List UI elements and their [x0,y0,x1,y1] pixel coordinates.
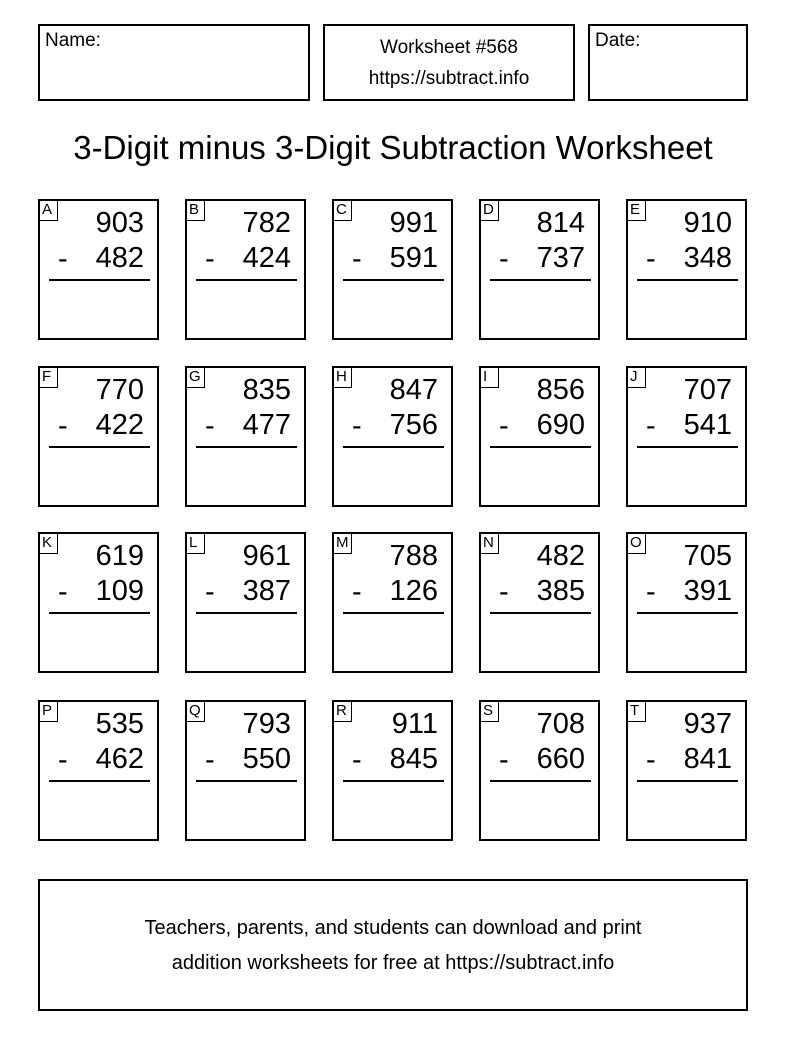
problem-subtrahend: 841 [683,743,732,775]
minus-sign: - [205,744,215,776]
problem-letter: K [38,532,58,554]
problem-minuend: 903 [95,207,144,239]
problem-subtrahend: 422 [95,409,144,441]
answer-line [490,279,591,281]
footer-line-1: Teachers, parents, and students can download and print [144,917,642,939]
minus-sign: - [58,576,68,608]
problem-letter: T [626,700,646,722]
problem-subtrahend: 737 [536,242,585,274]
problem-letter: M [332,532,352,554]
minus-sign: - [205,410,215,442]
problem-subtrahend: 348 [683,242,732,274]
problem-minuend: 835 [242,374,291,406]
problem-cell [479,366,600,507]
minus-sign: - [646,576,656,608]
name-box [38,24,310,101]
problem-cell [185,700,306,841]
minus-sign: - [58,243,68,275]
problem-letter: P [38,700,58,722]
problem-minuend: 937 [683,708,732,740]
problem-minuend: 793 [242,708,291,740]
worksheet-number: Worksheet #568 [379,37,518,58]
answer-line [49,612,150,614]
problem-minuend: 788 [389,540,438,572]
problem-cell [479,700,600,841]
problem-cell [38,366,159,507]
minus-sign: - [205,243,215,275]
problem-subtrahend: 385 [536,575,585,607]
answer-line [343,446,444,448]
problem-cell [332,199,453,340]
problem-subtrahend: 660 [536,743,585,775]
problem-minuend: 482 [536,540,585,572]
problem-letter: S [479,700,499,722]
minus-sign: - [352,243,362,275]
answer-line [637,446,738,448]
problem-cell [626,199,747,340]
problem-cell [332,366,453,507]
problem-letter: A [38,199,58,221]
problem-letter: C [332,199,352,221]
problem-subtrahend: 756 [389,409,438,441]
answer-line [490,612,591,614]
problem-cell [626,532,747,673]
problem-cell [38,532,159,673]
name-label: Name: [45,30,101,51]
answer-line [196,612,297,614]
answer-line [637,780,738,782]
problem-letter: G [185,366,205,388]
problem-subtrahend: 690 [536,409,585,441]
problem-subtrahend: 550 [242,743,291,775]
minus-sign: - [352,410,362,442]
problem-letter: B [185,199,205,221]
problem-minuend: 991 [389,207,438,239]
problem-subtrahend: 462 [95,743,144,775]
minus-sign: - [646,243,656,275]
problem-cell [626,700,747,841]
problem-letter: O [626,532,646,554]
problem-letter: R [332,700,352,722]
date-label: Date: [595,30,641,51]
page-title: 3-Digit minus 3-Digit Subtraction Worksheet [73,129,713,166]
problem-subtrahend: 591 [389,242,438,274]
problem-subtrahend: 541 [683,409,732,441]
problem-cell [479,199,600,340]
problem-minuend: 961 [242,540,291,572]
problem-subtrahend: 477 [242,409,291,441]
problem-minuend: 911 [391,708,438,740]
problem-letter: J [626,366,646,388]
answer-line [343,279,444,281]
problem-letter: Q [185,700,205,722]
problem-minuend: 619 [95,540,144,572]
footer-line-2: addition worksheets for free at https://subtract.info [171,952,615,974]
problem-subtrahend: 387 [242,575,291,607]
worksheet-url: https://subtract.info [368,68,530,89]
problem-cell [185,366,306,507]
problem-cell [626,366,747,507]
problem-minuend: 707 [683,374,732,406]
problem-minuend: 708 [536,708,585,740]
problem-minuend: 770 [95,374,144,406]
minus-sign: - [499,576,509,608]
problem-minuend: 856 [536,374,585,406]
problem-letter: I [479,366,499,388]
problem-letter: N [479,532,499,554]
date-box [588,24,748,101]
minus-sign: - [58,410,68,442]
problem-cell [185,199,306,340]
answer-line [196,446,297,448]
problem-cell [332,532,453,673]
problem-subtrahend: 109 [95,575,144,607]
problem-subtrahend: 126 [389,575,438,607]
problem-letter: L [185,532,205,554]
problem-subtrahend: 424 [242,242,291,274]
problem-cell [38,700,159,841]
problem-cell [479,532,600,673]
problem-minuend: 535 [95,708,144,740]
problem-minuend: 705 [683,540,732,572]
answer-line [637,279,738,281]
problem-minuend: 814 [536,207,585,239]
minus-sign: - [352,744,362,776]
minus-sign: - [499,410,509,442]
problem-cell [185,532,306,673]
problem-minuend: 910 [683,207,732,239]
minus-sign: - [58,744,68,776]
problem-letter: F [38,366,58,388]
footer-box [38,879,748,1011]
problem-minuend: 782 [242,207,291,239]
problem-subtrahend: 482 [95,242,144,274]
answer-line [196,780,297,782]
answer-line [343,612,444,614]
answer-line [196,279,297,281]
minus-sign: - [205,576,215,608]
minus-sign: - [499,744,509,776]
problem-letter: E [626,199,646,221]
answer-line [637,612,738,614]
problem-minuend: 847 [389,374,438,406]
problem-subtrahend: 845 [389,743,438,775]
minus-sign: - [352,576,362,608]
minus-sign: - [646,744,656,776]
problem-subtrahend: 391 [683,575,732,607]
answer-line [490,446,591,448]
answer-line [49,279,150,281]
answer-line [49,446,150,448]
worksheet-info-box [323,24,575,101]
problem-letter: D [479,199,499,221]
minus-sign: - [499,243,509,275]
minus-sign: - [646,410,656,442]
answer-line [49,780,150,782]
answer-line [490,780,591,782]
problem-cell [38,199,159,340]
answer-line [343,780,444,782]
problem-cell [332,700,453,841]
problem-letter: H [332,366,352,388]
